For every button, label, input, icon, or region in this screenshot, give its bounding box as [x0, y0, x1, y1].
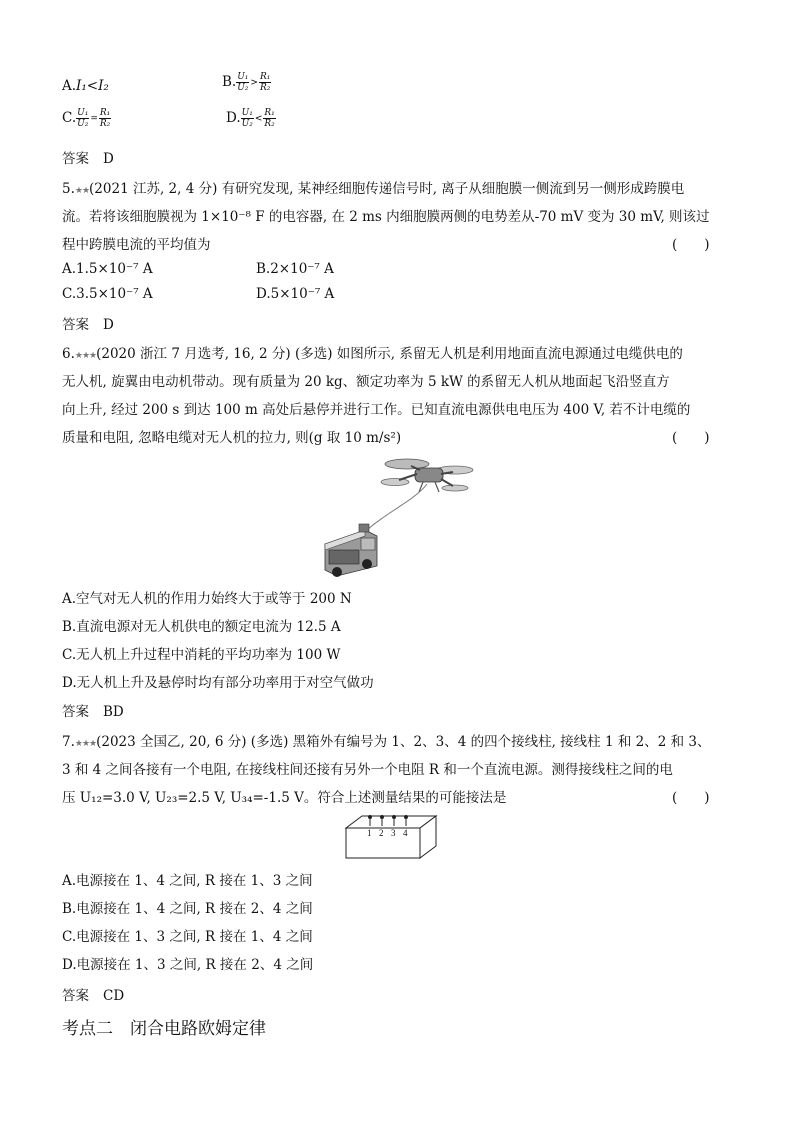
- difficulty-stars: ★★: [74, 186, 90, 196]
- terminal-label: 2: [379, 828, 384, 838]
- q6-answer: 答案 BD: [62, 704, 124, 720]
- q7-stem-line1: 7.★★★(2023 全国乙, 20, 6 分) (多选) 黑箱外有编号为 1、2、3、4 的四个接线柱, 接线柱 1 和 2、2 和 3、: [62, 734, 711, 750]
- q5-stem-line1: 5.★★(2021 江苏, 2, 4 分) 有研究发现, 某神经细胞传递信号时, 离子从细胞膜一侧流到另一侧形成跨膜电: [62, 181, 685, 197]
- q4-option-a: A.I₁<I₂: [62, 78, 109, 94]
- q7-option-b: B.电源接在 1、4 之间, R 接在 2、4 之间: [62, 901, 313, 917]
- q5-answer-blank: ( ): [672, 237, 710, 253]
- cable-line: [367, 484, 427, 530]
- q6-option-c: C.无人机上升过程中消耗的平均功率为 100 W: [62, 647, 341, 663]
- q7-option-a: A.电源接在 1、4 之间, R 接在 1、3 之间: [62, 873, 313, 889]
- q6-stem-line3: 向上升, 经过 200 s 到达 100 m 高处后悬停并进行工作。已知直流电源供电电压为 400 V, 若不计电缆的: [62, 402, 691, 418]
- q7-stem-line3: 压 U₁₂=3.0 V, U₂₃=2.5 V, U₃₄=-1.5 V。符合上述测量结果的可能接法是: [62, 790, 507, 806]
- q4-option-c: C. $\frac{\text{U₁}}{\text{U₂}}$ = $\frac{\text{R₁}}{\text{R₂}}$: [62, 108, 111, 129]
- terminal-label: 3: [391, 828, 396, 838]
- q6-answer-blank: ( ): [672, 430, 710, 446]
- q6-option-b: B.直流电源对无人机供电的额定电流为 12.5 A: [62, 619, 341, 635]
- q7-option-d: D.电源接在 1、3 之间, R 接在 2、4 之间: [62, 957, 314, 973]
- drone-icon: [381, 459, 473, 492]
- q7-answer-blank: ( ): [672, 790, 710, 806]
- q5-stem-line3: 程中跨膜电流的平均值为: [62, 237, 211, 253]
- black-box-figure: [344, 812, 438, 860]
- q7-option-c: C.电源接在 1、3 之间, R 接在 1、4 之间: [62, 929, 313, 945]
- q4-option-b: B. $\frac{\text{U₁}}{\text{U₂}}$ > $\frac{\text{R₁}}{\text{R₂}}$: [222, 72, 271, 93]
- q7-answer: 答案 CD: [62, 988, 125, 1004]
- q4-option-d: D. $\frac{\text{U₁}}{\text{U₂}}$ < $\frac{\text{R₁}}{\text{R₂}}$: [226, 108, 275, 129]
- q5-stem-line2: 流。若将该细胞膜视为 1×10⁻⁸ F 的电容器, 在 2 ms 内细胞膜两侧的电势差从-70 mV 变为 30 mV, 则该过: [62, 209, 710, 225]
- difficulty-stars: ★★★: [74, 739, 97, 749]
- q5-option-d: D.5×10⁻⁷ A: [256, 286, 335, 302]
- q6-option-d: D.无人机上升及悬停时均有部分功率用于对空气做功: [62, 675, 374, 691]
- q7-stem-line2: 3 和 4 之间各接有一个电阻, 在接线柱间还接有另外一个电阻 R 和一个直流电源。测得接线柱之间的电: [62, 762, 673, 778]
- difficulty-stars: ★★★: [74, 351, 97, 361]
- terminal-label: 4: [403, 828, 408, 838]
- q5-option-a: A.1.5×10⁻⁷ A: [62, 261, 153, 277]
- terminal-label: 1: [367, 828, 372, 838]
- truck-icon: [325, 524, 377, 577]
- tethered-drone-figure: [315, 452, 475, 580]
- q6-stem-line2: 无人机, 旋翼由电动机带动。现有质量为 20 kg、额定功率为 5 kW 的系留无人机从地面起飞沿竖直方: [62, 374, 670, 390]
- q4-answer: 答案 D: [62, 151, 114, 167]
- q5-option-b: B.2×10⁻⁷ A: [256, 261, 334, 277]
- q5-answer: 答案 D: [62, 317, 114, 333]
- q6-stem-line4: 质量和电阻, 忽略电缆对无人机的拉力, 则(g 取 10 m/s²): [62, 430, 402, 446]
- q6-stem-line1: 6.★★★(2020 浙江 7 月选考, 16, 2 分) (多选) 如图所示, 系留无人机是利用地面直流电源通过电缆供电的: [62, 346, 683, 362]
- q6-option-a: A.空气对无人机的作用力始终大于或等于 200 N: [62, 591, 352, 607]
- section-heading: 考点二 闭合电路欧姆定律: [62, 1019, 266, 1039]
- q5-option-c: C.3.5×10⁻⁷ A: [62, 286, 153, 302]
